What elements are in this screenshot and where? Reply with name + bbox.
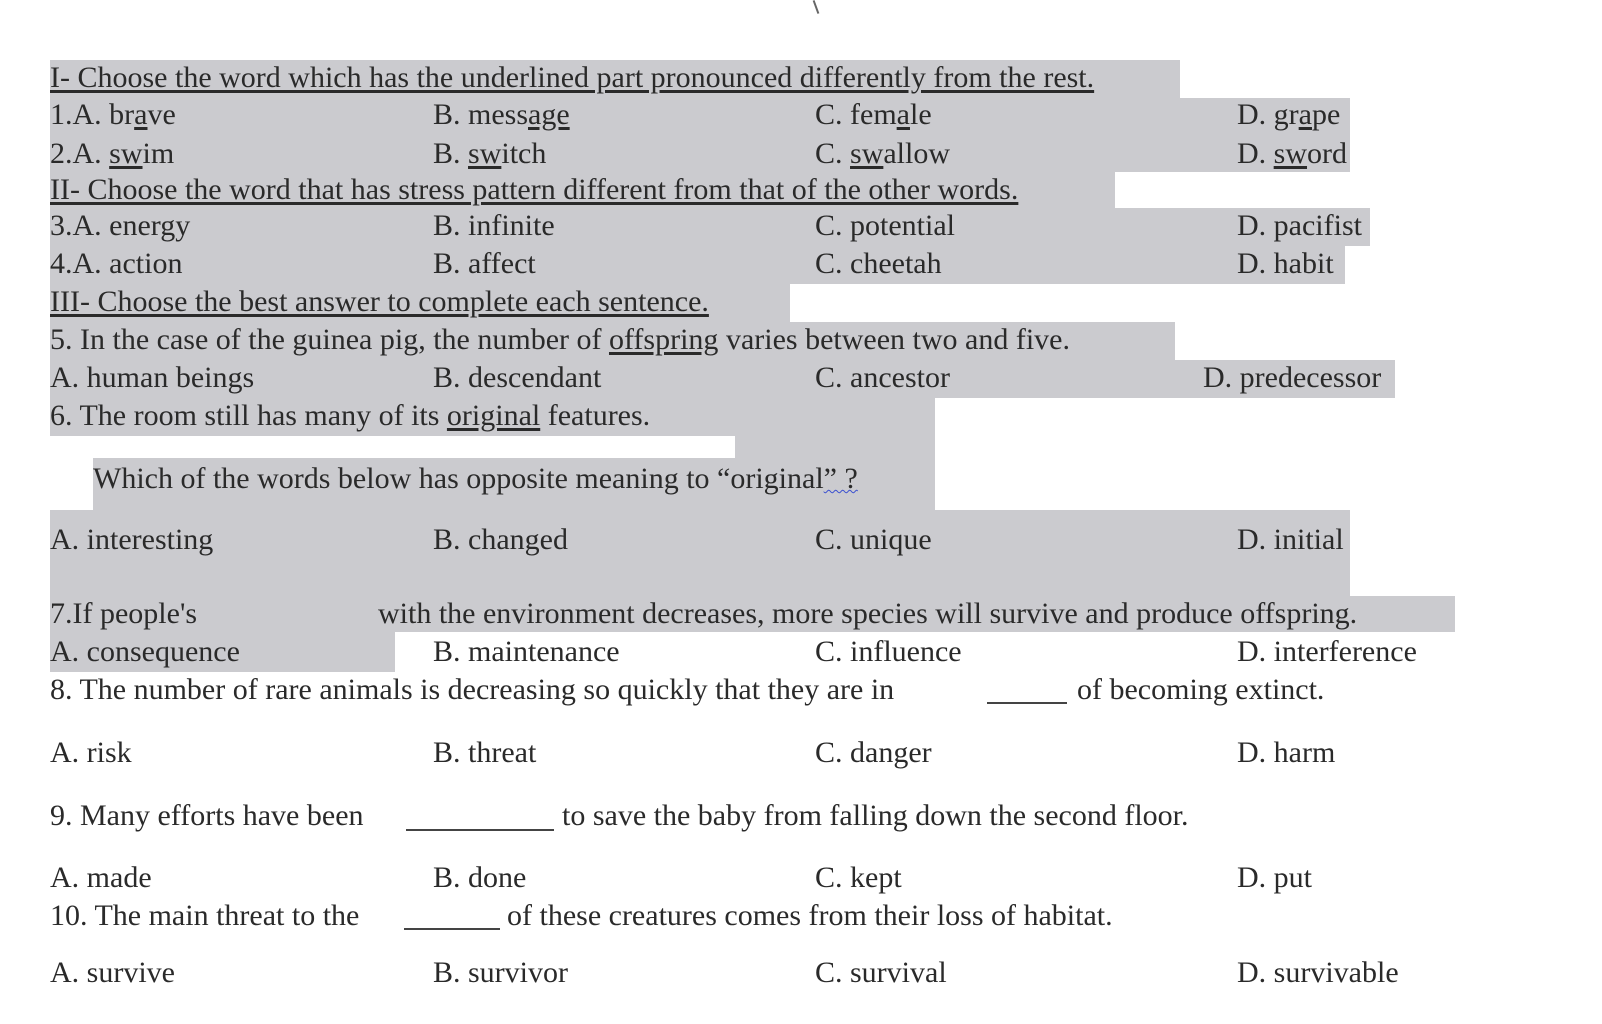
section-heading: II- Choose the word that has stress pattern different from that of the other words. [50, 173, 1019, 206]
option-2c: C. swallow [815, 137, 951, 170]
option-7a: A. consequence [50, 635, 240, 668]
option-5d: D. predecessor [1203, 361, 1382, 394]
section-heading: I- Choose the word which has the underlined part pronounced differently from the rest. [50, 61, 1095, 94]
highlight-block [50, 562, 1350, 596]
option-4c: C. cheetah [815, 247, 942, 280]
option-9a: A. made [50, 861, 152, 894]
highlight-block [50, 510, 1350, 562]
option-1b: B. message [433, 98, 570, 131]
answer-blank [987, 702, 1067, 704]
option-8d: D. harm [1237, 736, 1336, 769]
highlight-block [50, 208, 1370, 246]
option-1a: 1.A. brave [50, 98, 176, 131]
option-9c: C. kept [815, 861, 902, 894]
highlight-block [50, 246, 1345, 284]
option-7b: B. maintenance [433, 635, 620, 668]
option-5a: A. human beings [50, 361, 255, 394]
option-10a: A. survive [50, 956, 175, 989]
option-4a: 4.A. action [50, 247, 183, 280]
scan-mark [813, 0, 820, 14]
option-3c: C. potential [815, 209, 955, 242]
option-1d: D. grape [1237, 98, 1341, 131]
option-2a: 2.A. swim [50, 137, 175, 170]
option-10c: C. survival [815, 956, 947, 989]
option-9b: B. done [433, 861, 527, 894]
answer-blank [404, 928, 500, 930]
highlight-block [735, 398, 935, 458]
question-6-sub: Which of the words below has opposite meaning to “original” ? [93, 462, 858, 495]
option-5c: C. ancestor [815, 361, 950, 394]
question-8-pre: 8. The number of rare animals is decreasing so quickly that they are in [50, 673, 895, 706]
option-1c: C. female [815, 98, 932, 131]
question-7-pre: 7.If people's [50, 597, 198, 630]
option-2d: D. sword [1237, 137, 1348, 170]
highlight-block [50, 98, 1350, 172]
question-9-post: to save the baby from falling down the second floor. [562, 799, 1189, 832]
question-8-post: of becoming extinct. [1077, 673, 1325, 706]
question-7-post: with the environment decreases, more species will survive and produce offspring. [378, 597, 1358, 630]
option-6d: D. initial [1237, 523, 1344, 556]
option-4b: B. affect [433, 247, 536, 280]
option-8b: B. threat [433, 736, 537, 769]
section-heading: III- Choose the best answer to complete each sentence. [50, 285, 709, 318]
option-3a: 3.A. energy [50, 209, 191, 242]
question-10-post: of these creatures comes from their loss of habitat. [507, 899, 1113, 932]
option-5b: B. descendant [433, 361, 602, 394]
option-8c: C. danger [815, 736, 932, 769]
option-10b: B. survivor [433, 956, 568, 989]
option-2b: B. switch [433, 137, 547, 170]
option-3b: B. infinite [433, 209, 555, 242]
answer-blank [406, 829, 554, 831]
question-9-pre: 9. Many efforts have been [50, 799, 364, 832]
option-9d: D. put [1237, 861, 1312, 894]
option-3d: D. pacifist [1237, 209, 1362, 242]
option-6b: B. changed [433, 523, 568, 556]
option-7d: D. interference [1237, 635, 1417, 668]
option-8a: A. risk [50, 736, 132, 769]
option-7c: C. influence [815, 635, 962, 668]
question-10-pre: 10. The main threat to the [50, 899, 360, 932]
option-6c: C. unique [815, 523, 932, 556]
option-10d: D. survivable [1237, 956, 1399, 989]
question-5: 5. In the case of the guinea pig, the number of offspring varies between two and five. [50, 323, 1070, 356]
question-6: 6. The room still has many of its original features. [50, 399, 651, 432]
option-4d: D. habit [1237, 247, 1334, 280]
option-6a: A. interesting [50, 523, 214, 556]
